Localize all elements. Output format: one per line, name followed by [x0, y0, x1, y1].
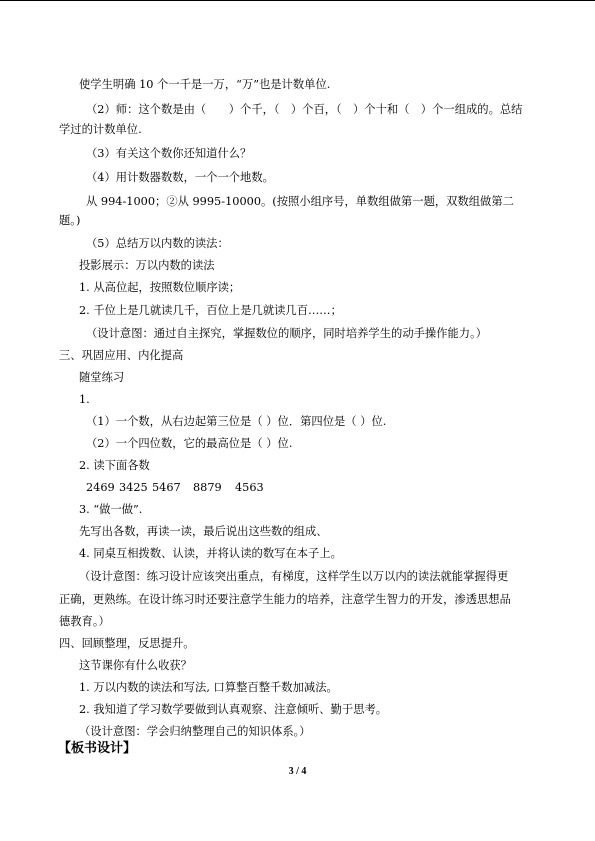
text-line: （2）师：这个数是由（ ）个千，（ ）个百，（ ）个十和（ ）个一组成的。总结: [86, 103, 523, 116]
text-line: （设计意图：通过自主探究，掌握数位的顺序，同时培养学生的动手操作能力。）: [86, 327, 488, 340]
text-line: 学过的计数单位.: [59, 123, 142, 136]
text-line: （1）一个数，从右边起第三位是（ ）位．第四位是（ ）位.: [86, 415, 387, 428]
number-item: 3425: [119, 481, 148, 494]
text-line: 投影展示：万以内数的读法: [79, 259, 215, 272]
text-line: 先写出各数，再读一读，最后说出这些数的组成、: [79, 525, 328, 538]
number-item: 2469: [86, 481, 115, 494]
text-line: 这节课你有什么收获？: [79, 659, 192, 672]
text-line: 使学生明确 10 个一千是一万，“万”也是计数单位.: [79, 78, 331, 91]
text-line: 3. “做一做”.: [79, 503, 143, 516]
number-item: 5467: [152, 481, 181, 494]
text-line: 2. 千位上是几就读几千，百位上是几就读几百……；: [79, 304, 342, 317]
section-heading: 【板书设计】: [58, 741, 137, 756]
text-line: 从 994-1000；②从 9995-10000。(按照小组序号，单数组做第一题，双数组做第二: [86, 195, 514, 208]
number-item: 4563: [235, 481, 264, 494]
text-line: （设计意图：练习设计应该突出重点，有梯度，这样学生以万以内的读法就能掌握得更: [79, 570, 509, 583]
text-line: 正确，更熟练。在设计练习时还要注意学生能力的培养，注意学生智力的开发，渗透思想品: [59, 593, 511, 606]
text-line: 2. 读下面各数: [79, 459, 150, 472]
text-line: （4）用计数器数数，一个一个地数。: [86, 171, 274, 184]
text-line: 1. 从高位起，按照数位顺序读；: [79, 281, 241, 294]
text-line: 4. 同桌互相拨数、认读，并将认读的数写在本子上。: [79, 547, 342, 560]
text-line: （5）总结万以内数的读法：: [86, 237, 229, 250]
number-list: [86, 481, 264, 495]
text-line: （2）一个四位数，它的最高位是（ ）位.: [86, 437, 293, 450]
text-line: 德教育。）: [59, 615, 110, 628]
text-line: 随堂练习: [79, 371, 125, 384]
section-title: 四、回顾整理，反思提升。: [59, 637, 195, 650]
section-title: 三、巩固应用、内化提高: [59, 349, 184, 362]
number-item: 8879: [193, 481, 222, 494]
text-line: （3）有关这个数你还知道什么？: [86, 147, 252, 160]
text-line: 1.: [79, 393, 90, 406]
text-line: 1. 万以内数的读法和写法, 口算整百整千数加减法。: [79, 681, 338, 694]
top-rule: [0, 0, 595, 1]
text-line: 2. 我知道了学习数学要做到认真观察、注意倾听、勤于思考。: [79, 703, 388, 716]
text-line: （设计意图：学会归纳整理自己的知识体系。）: [79, 725, 311, 738]
text-line: 题。): [59, 214, 81, 227]
page-number: 3 / 4: [288, 766, 307, 777]
